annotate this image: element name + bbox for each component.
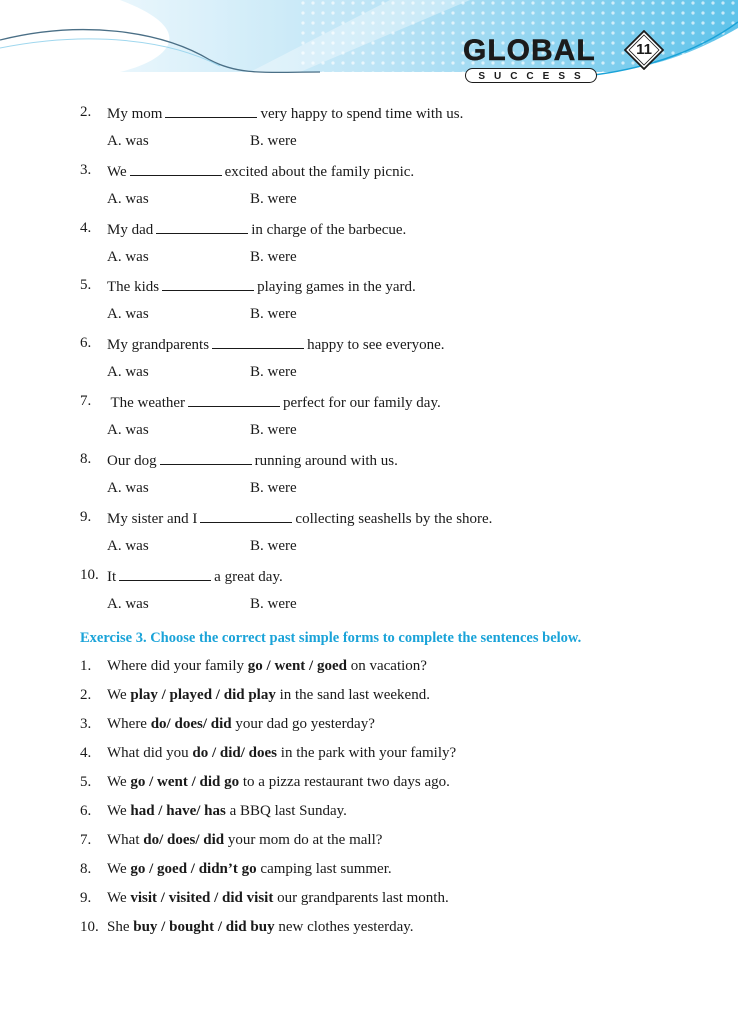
question-number: 8. <box>80 451 92 467</box>
question-number: 9. <box>80 509 92 525</box>
option-a[interactable]: A. was <box>107 306 149 322</box>
question-number: 3. <box>80 162 92 178</box>
option-a[interactable]: A. was <box>107 538 149 554</box>
option-b[interactable]: B. were <box>250 364 297 380</box>
answer-blank[interactable] <box>156 220 248 234</box>
choice-options[interactable]: visit / visited / did visit <box>130 890 274 906</box>
answer-blank[interactable] <box>188 393 280 407</box>
choice-options[interactable]: go / went / goed <box>247 658 347 674</box>
question-number: 7. <box>80 393 92 409</box>
sentence-number: 9. <box>80 890 92 906</box>
option-b[interactable]: B. were <box>250 480 297 496</box>
question-text: My grandparents happy to see everyone. <box>107 337 445 353</box>
answer-blank[interactable] <box>119 567 211 581</box>
sentence-number: 7. <box>80 832 92 848</box>
sentence-text: She buy / bought / did buy new clothes yesterday. <box>107 919 414 935</box>
option-b[interactable]: B. were <box>250 249 297 265</box>
question-text: My mom very happy to spend time with us. <box>107 106 464 122</box>
question-text: Our dog running around with us. <box>107 453 398 469</box>
option-b[interactable]: B. were <box>250 306 297 322</box>
sentence-text: We go / went / did go to a pizza restaurant two days ago. <box>107 774 450 790</box>
sentence-text: What do/ does/ did your mom do at the mall? <box>107 832 383 848</box>
question-text: We excited about the family picnic. <box>107 164 415 180</box>
choice-options[interactable]: do / did/ does <box>192 745 278 761</box>
choice-options[interactable]: buy / bought / did buy <box>133 919 275 935</box>
option-a[interactable]: A. was <box>107 422 149 438</box>
question-number: 5. <box>80 277 92 293</box>
sentence-number: 3. <box>80 716 92 732</box>
option-a[interactable]: A. was <box>107 191 149 207</box>
choice-options[interactable]: play / played / did play <box>130 687 276 703</box>
sentence-number: 8. <box>80 861 92 877</box>
sentence-number: 4. <box>80 745 92 761</box>
sentence-text: We play / played / did play in the sand last weekend. <box>107 687 430 703</box>
answer-blank[interactable] <box>165 104 257 118</box>
choice-options[interactable]: go / went / did go <box>130 774 240 790</box>
option-a[interactable]: A. was <box>107 133 149 149</box>
sentence-number: 1. <box>80 658 92 674</box>
sentence-number: 2. <box>80 687 92 703</box>
choice-options[interactable]: do/ does/ did <box>143 832 225 848</box>
option-a[interactable]: A. was <box>107 480 149 496</box>
global-success-logo <box>463 34 603 86</box>
sentence-text: Where did your family go / went / goed on vacation? <box>107 658 427 674</box>
logo-main-text: GLOBAL <box>463 34 596 67</box>
option-b[interactable]: B. were <box>250 191 297 207</box>
sentence-text: What did you do / did/ does in the park with your family? <box>107 745 457 761</box>
option-a[interactable]: A. was <box>107 249 149 265</box>
exercise3-title: Exercise 3. Choose the correct past simple forms to complete the sentences below. <box>80 630 582 646</box>
answer-blank[interactable] <box>130 162 222 176</box>
answer-blank[interactable] <box>200 509 292 523</box>
option-b[interactable]: B. were <box>250 596 297 612</box>
sentence-text: We had / have/ has a BBQ last Sunday. <box>107 803 347 819</box>
question-text: The kids playing games in the yard. <box>107 279 416 295</box>
answer-blank[interactable] <box>212 335 304 349</box>
page-number: 11 <box>636 41 652 58</box>
option-a[interactable]: A. was <box>107 596 149 612</box>
choice-options[interactable]: do/ does/ did <box>150 716 232 732</box>
sentence-number: 10. <box>80 919 99 935</box>
answer-blank[interactable] <box>162 277 254 291</box>
question-number: 4. <box>80 220 92 236</box>
choice-options[interactable]: go / goed / didn’t go <box>130 861 257 877</box>
page-header <box>0 0 738 95</box>
sentence-text: We visit / visited / did visit our grandparents last month. <box>107 890 449 906</box>
sentence-number: 6. <box>80 803 92 819</box>
question-text: The weather perfect for our family day. <box>107 395 441 411</box>
question-number: 6. <box>80 335 92 351</box>
question-text: My sister and I collecting seashells by the shore. <box>107 511 493 527</box>
question-text: It a great day. <box>107 569 283 585</box>
choice-options[interactable]: had / have/ has <box>130 803 226 819</box>
option-b[interactable]: B. were <box>250 538 297 554</box>
option-b[interactable]: B. were <box>250 422 297 438</box>
sentence-number: 5. <box>80 774 92 790</box>
question-text: My dad in charge of the barbecue. <box>107 222 407 238</box>
sentence-text: Where do/ does/ did your dad go yesterday? <box>107 716 375 732</box>
question-number: 2. <box>80 104 92 120</box>
option-a[interactable]: A. was <box>107 364 149 380</box>
answer-blank[interactable] <box>160 451 252 465</box>
option-b[interactable]: B. were <box>250 133 297 149</box>
sentence-text: We go / goed / didn’t go camping last summer. <box>107 861 392 877</box>
question-number: 10. <box>80 567 99 583</box>
logo-sub-text: SUCCESS <box>465 68 597 83</box>
